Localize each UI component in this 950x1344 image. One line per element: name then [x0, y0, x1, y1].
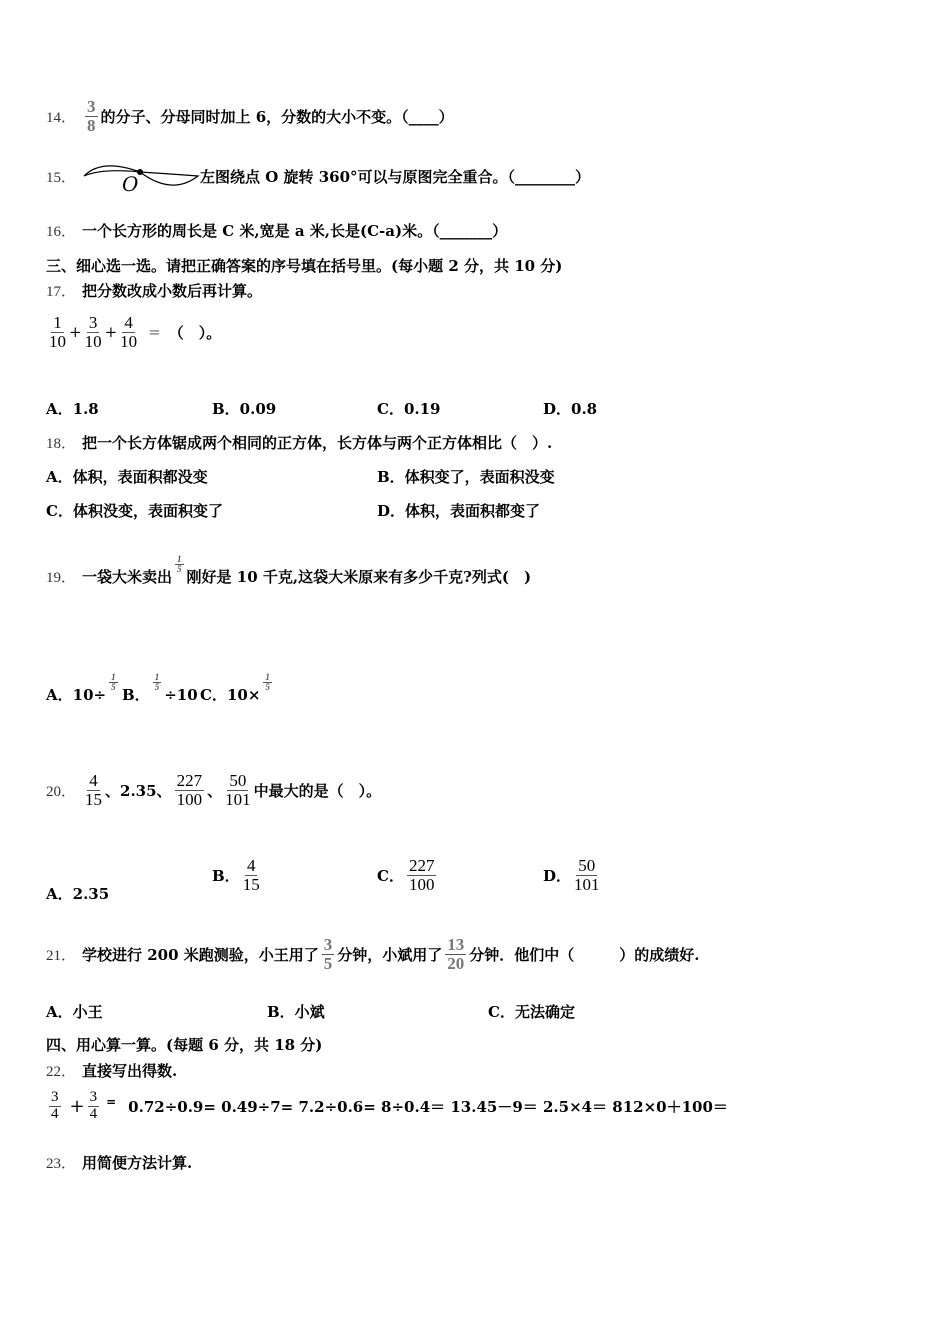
answer-blank: （ ）。: [168, 323, 222, 342]
denominator: 5: [177, 564, 182, 574]
numerator: 1: [53, 313, 62, 332]
fraction: [49, 314, 66, 351]
fraction: [175, 555, 184, 575]
denominator: 5: [265, 682, 270, 692]
equals-sign: =: [148, 323, 161, 342]
question-text: 把分数改成小数后再计算。: [82, 282, 263, 300]
option-b[interactable]: B．体积变了，表面积没变: [377, 468, 555, 486]
plus-sign: +: [69, 1095, 85, 1117]
section-heading-3: 三、细心选一选。请把正确答案的序号填在括号里。(每小题 2 分，共 10 分): [46, 257, 563, 275]
numerator: 1: [111, 671, 116, 682]
section-heading-4: 四、用心算一算。(每题 6 分，共 18 分): [46, 1036, 323, 1054]
option-c[interactable]: C．无法确定: [488, 1003, 575, 1021]
numerator: 227: [176, 771, 203, 790]
option-b[interactable]: B．0.09: [212, 400, 277, 418]
denominator: 4: [51, 1105, 59, 1122]
rotation-figure: [82, 156, 200, 196]
numerator: 3: [323, 935, 333, 954]
option-c[interactable]: [377, 857, 439, 894]
question-text: 左图绕点 O 旋转 360°可以与原图完全重合。（________）: [200, 167, 591, 186]
fraction: [175, 772, 205, 809]
denominator: 20: [447, 953, 465, 973]
option-a[interactable]: [46, 660, 121, 705]
option-a-label: A．10÷: [46, 686, 107, 704]
option-a[interactable]: A．体积，表面积都没变: [46, 468, 208, 486]
option-a[interactable]: A．2.35: [46, 885, 110, 903]
denominator: 15: [242, 874, 260, 894]
option-d[interactable]: D．0.8: [543, 400, 598, 418]
plus-sign: +: [69, 323, 82, 342]
numerator: 3: [51, 1089, 59, 1105]
denominator: 8: [87, 115, 96, 135]
fraction: [85, 98, 98, 135]
option-b[interactable]: B．小斌: [267, 1003, 325, 1021]
denominator: 5: [323, 953, 333, 973]
question-text: 直接写出得数.: [82, 1062, 178, 1080]
question-18: [46, 432, 552, 453]
question-text: 一个长方形的周长是 C 米,宽是 a 米,长是(C-a)米。（_______）: [82, 222, 508, 240]
fraction: [243, 857, 260, 894]
fraction: [263, 673, 272, 693]
numerator: 3: [89, 1089, 98, 1105]
fraction: [109, 673, 118, 693]
fraction: [49, 1090, 61, 1123]
point-o-label: O: [122, 172, 139, 196]
question-text: 学校进行 200 米跑测验，小王用了: [82, 945, 319, 964]
option-b[interactable]: [122, 660, 198, 705]
question-22: [46, 1060, 177, 1081]
fraction: [85, 314, 102, 351]
numerator: 227: [408, 856, 435, 875]
question-text: 分钟．他们中（ ）的成绩好.: [469, 945, 700, 964]
question-16: [46, 220, 507, 241]
leaf-shape-icon: [82, 156, 200, 196]
numerator: 13: [447, 935, 465, 954]
denominator: 10: [120, 331, 138, 351]
question-number: 18．: [46, 436, 77, 452]
fraction: [225, 772, 251, 809]
numerator: 50: [578, 856, 596, 875]
numerator: 50: [229, 771, 247, 790]
denominator: 10: [49, 331, 66, 351]
denominator: 15: [85, 789, 103, 809]
numerator: 4: [246, 856, 256, 875]
question-text: 分钟，小斌用了: [337, 945, 443, 964]
question-23: [46, 1152, 192, 1173]
q17-expression: [46, 314, 221, 351]
fraction: [445, 936, 466, 973]
mental-math-expressions: 0.72÷0.9= 0.49÷7= 7.2÷0.6= 8÷0.4＝ 13.45－9＝ 2.5×4＝ 812×0＋100＝: [128, 1097, 728, 1116]
fraction: [153, 673, 162, 693]
separator-text: 、: [207, 781, 223, 800]
equals-sign: =: [106, 1095, 117, 1110]
fraction: [407, 857, 437, 894]
question-text: 用简便方法计算.: [82, 1154, 193, 1172]
question-text: 一袋大米卖出: [82, 568, 173, 586]
question-number: 15．: [46, 169, 77, 186]
question-number: 16．: [46, 224, 77, 240]
fraction: [85, 772, 102, 809]
option-d[interactable]: [543, 857, 603, 894]
option-c[interactable]: C．体积没变，表面积变了: [46, 502, 223, 520]
question-text: 把一个长方体锯成两个相同的正方体，长方体与两个正方体相比（ ）.: [82, 434, 553, 452]
denominator: 100: [176, 789, 203, 809]
denominator: 5: [154, 682, 160, 692]
question-14: [46, 98, 454, 135]
option-b-tail: ÷10: [164, 685, 198, 704]
question-text: 中最大的是（ ）。: [253, 781, 382, 800]
denominator: 100: [408, 874, 435, 894]
numerator: 1: [154, 671, 160, 682]
question-number: 17．: [46, 284, 77, 300]
numerator: 3: [87, 97, 96, 116]
question-text: 的分子、分母同时加上 6，分数的大小不变。（____）: [100, 107, 454, 126]
fraction: [120, 314, 137, 351]
question-text: 刚好是 10 千克,这袋大米原来有多少千克?列式( ): [186, 568, 532, 586]
option-b-label: B．: [212, 866, 240, 885]
option-c[interactable]: C．0.19: [377, 400, 441, 418]
denominator: 5: [111, 682, 116, 692]
denominator: 101: [574, 874, 600, 894]
question-number: 20．: [46, 783, 77, 800]
separator-text: 、2.35、: [105, 781, 172, 800]
question-number: 19．: [46, 570, 77, 586]
option-c-label: C．: [377, 866, 404, 885]
option-a[interactable]: A．小王: [46, 1003, 103, 1021]
question-number: 14．: [46, 109, 77, 126]
option-c-label: C．10×: [200, 686, 261, 704]
option-b-label: B．: [122, 686, 150, 704]
numerator: 1: [265, 671, 270, 682]
q22-expressions: [46, 1090, 728, 1123]
option-b[interactable]: [212, 857, 263, 894]
denominator: 10: [84, 331, 102, 351]
numerator: 4: [89, 771, 98, 790]
fraction: [322, 936, 335, 973]
option-a[interactable]: A．1.8: [46, 400, 99, 418]
question-number: 21．: [46, 947, 77, 964]
numerator: 3: [88, 313, 98, 332]
plus-sign: +: [104, 323, 118, 342]
question-20: [46, 772, 381, 809]
question-15: [46, 156, 590, 196]
denominator: 101: [225, 789, 251, 809]
fraction: [88, 1090, 100, 1123]
option-d-label: D．: [543, 866, 572, 885]
question-19: [46, 542, 531, 587]
numerator: 1: [177, 553, 182, 564]
fraction: [574, 857, 600, 894]
denominator: 4: [89, 1105, 98, 1122]
question-17: [46, 280, 262, 301]
option-d[interactable]: D．体积，表面积都变了: [377, 502, 541, 520]
option-c[interactable]: [200, 660, 275, 705]
question-number: 23．: [46, 1156, 77, 1172]
question-21: [46, 936, 700, 973]
numerator: 4: [124, 313, 133, 332]
question-number: 22．: [46, 1064, 77, 1080]
